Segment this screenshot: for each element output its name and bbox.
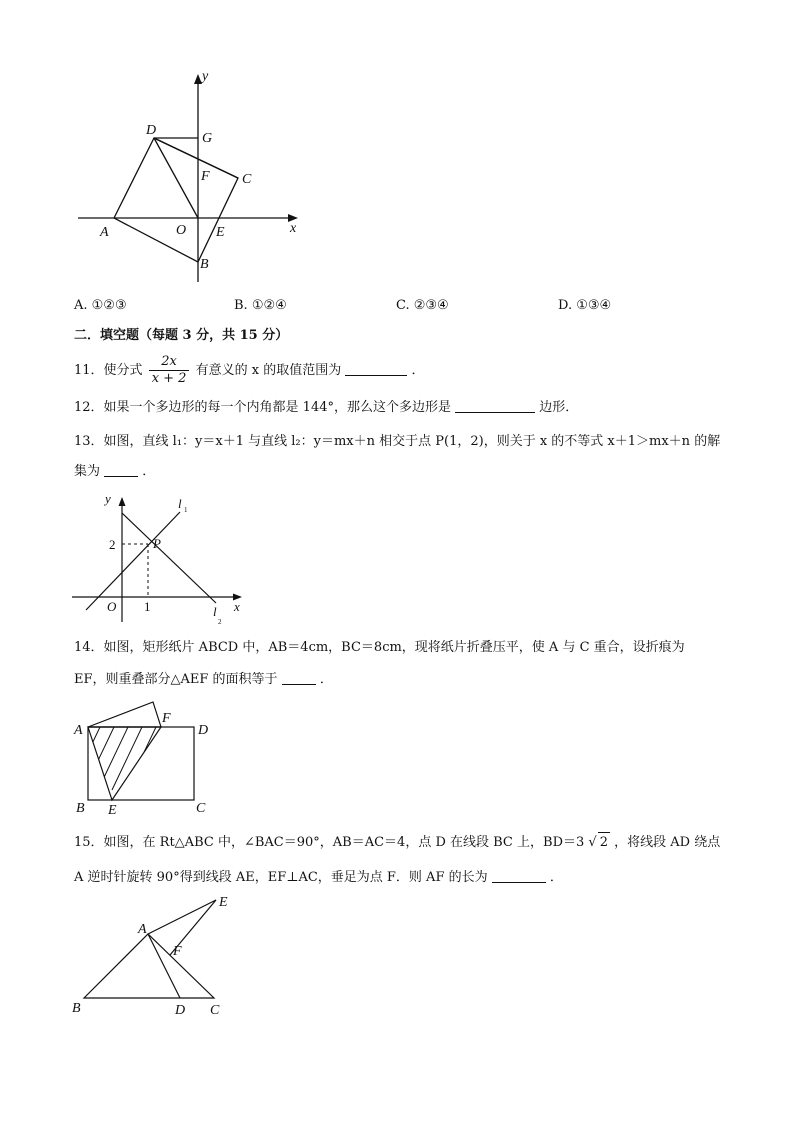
option-a: A. ①②③ bbox=[74, 298, 127, 313]
question-11 bbox=[74, 354, 425, 387]
q14-line2-text: EF，则重叠部分△AEF 的面积等于 bbox=[74, 672, 278, 687]
label-x: x bbox=[234, 599, 240, 614]
label-d: D bbox=[175, 1003, 186, 1018]
label-2: 2 bbox=[109, 537, 116, 552]
label-b: B bbox=[200, 257, 209, 272]
q11-numerator: 2x bbox=[149, 354, 190, 371]
label-g: G bbox=[202, 131, 213, 146]
label-l2-subscript: 2 bbox=[218, 618, 222, 626]
q12-text-before: 12．如果一个多边形的每一个内角都是 144°，那么这个多边形是 bbox=[74, 400, 451, 415]
label-f: F bbox=[201, 169, 210, 184]
label-a: A bbox=[74, 723, 83, 738]
q15-line2-text: A 逆时针旋转 90°得到线段 AE，EF⊥AC，垂足为点 F．则 AF 的长为 bbox=[74, 870, 488, 885]
triangle-abc bbox=[84, 934, 214, 998]
segment-do bbox=[154, 138, 198, 218]
question-13-line1: 13．如图，直线 l₁：y＝x＋1 与直线 l₂：y＝mx＋n 相交于点 P(1，2)，则关于 x 的不等式 x＋1＞mx＋n 的解 bbox=[74, 434, 721, 449]
question-14-line2 bbox=[74, 670, 333, 690]
option-d: D. ①③④ bbox=[558, 298, 612, 313]
label-c: C bbox=[196, 801, 206, 816]
label-o: O bbox=[176, 223, 187, 238]
label-f: F bbox=[173, 944, 182, 959]
label-p: P bbox=[153, 536, 161, 551]
q11-end: ． bbox=[411, 363, 425, 378]
label-f: F bbox=[162, 711, 171, 726]
question-13-line2 bbox=[74, 462, 155, 482]
quadrilateral-abcd bbox=[114, 138, 238, 262]
q11-denominator: x + 2 bbox=[151, 371, 187, 386]
label-y: y bbox=[105, 491, 111, 506]
y-axis-arrow bbox=[194, 74, 202, 84]
q11-prefix: 11．使分式 bbox=[74, 363, 143, 378]
section-title: 二．填空题（每题 3 分，共 15 分） bbox=[74, 328, 289, 343]
option-c: C. ②③④ bbox=[396, 298, 449, 313]
q11-suffix: 有意义的 x 的取值范围为 bbox=[195, 363, 342, 378]
segment-ae bbox=[148, 900, 216, 934]
label-c: C bbox=[242, 172, 252, 187]
q12-answer-blank[interactable] bbox=[455, 398, 535, 413]
q13-line2-text: 集为 bbox=[74, 464, 101, 479]
q14-answer-blank[interactable] bbox=[282, 670, 316, 685]
label-d: D bbox=[198, 723, 209, 738]
q15-sqrt-value: 2 bbox=[598, 832, 610, 853]
label-e: E bbox=[108, 803, 117, 818]
y-axis-arrow bbox=[119, 497, 126, 506]
figure-q13 bbox=[66, 486, 256, 628]
label-l2: l bbox=[213, 604, 217, 619]
q11-answer-blank[interactable] bbox=[345, 361, 407, 376]
q11-fraction bbox=[149, 354, 190, 387]
q12-text-after: 边形． bbox=[539, 400, 579, 415]
label-a: A bbox=[138, 922, 147, 937]
question-15-line1 bbox=[74, 832, 720, 853]
rectangle-abcd bbox=[88, 727, 194, 800]
label-l1-subscript: 1 bbox=[184, 506, 188, 514]
line-l1 bbox=[86, 512, 180, 610]
label-b: B bbox=[76, 801, 85, 816]
folded-flap bbox=[88, 702, 161, 727]
label-x: x bbox=[290, 221, 297, 236]
question-12 bbox=[74, 398, 578, 418]
label-y: y bbox=[202, 69, 209, 84]
figure-q10 bbox=[70, 66, 310, 282]
label-a: A bbox=[100, 225, 109, 240]
segment-df bbox=[154, 138, 238, 178]
label-e: E bbox=[219, 895, 228, 910]
sqrt-symbol: √ bbox=[588, 835, 597, 850]
q15-line1-after: ，将线段 AD 绕点 bbox=[614, 835, 721, 850]
label-b: B bbox=[72, 1001, 81, 1016]
question-14-line1: 14．如图，矩形纸片 ABCD 中，AB＝4cm，BC＝8cm，现将纸片折叠压平，使 A 与 C 重合，设折痕为 bbox=[74, 640, 685, 655]
q15-line1-before: 15．如图，在 Rt△ABC 中，∠BAC＝90°，AB＝AC＝4，点 D 在线段 BC 上，BD＝3 bbox=[74, 835, 585, 850]
figure-q15 bbox=[66, 890, 246, 1018]
q13-answer-blank[interactable] bbox=[104, 462, 138, 477]
q14-end: ． bbox=[319, 672, 333, 687]
option-b: B. ①②④ bbox=[234, 298, 287, 313]
label-1: 1 bbox=[144, 599, 151, 614]
label-l1: l bbox=[178, 496, 182, 511]
label-o: O bbox=[107, 599, 117, 614]
label-d: D bbox=[146, 123, 157, 138]
figure-q14 bbox=[70, 696, 220, 820]
q15-answer-blank[interactable] bbox=[492, 868, 546, 883]
label-e: E bbox=[216, 225, 225, 240]
q15-end: ． bbox=[549, 870, 563, 885]
label-c: C bbox=[210, 1003, 220, 1018]
question-15-line2 bbox=[74, 868, 563, 888]
q13-end: ． bbox=[142, 464, 156, 479]
